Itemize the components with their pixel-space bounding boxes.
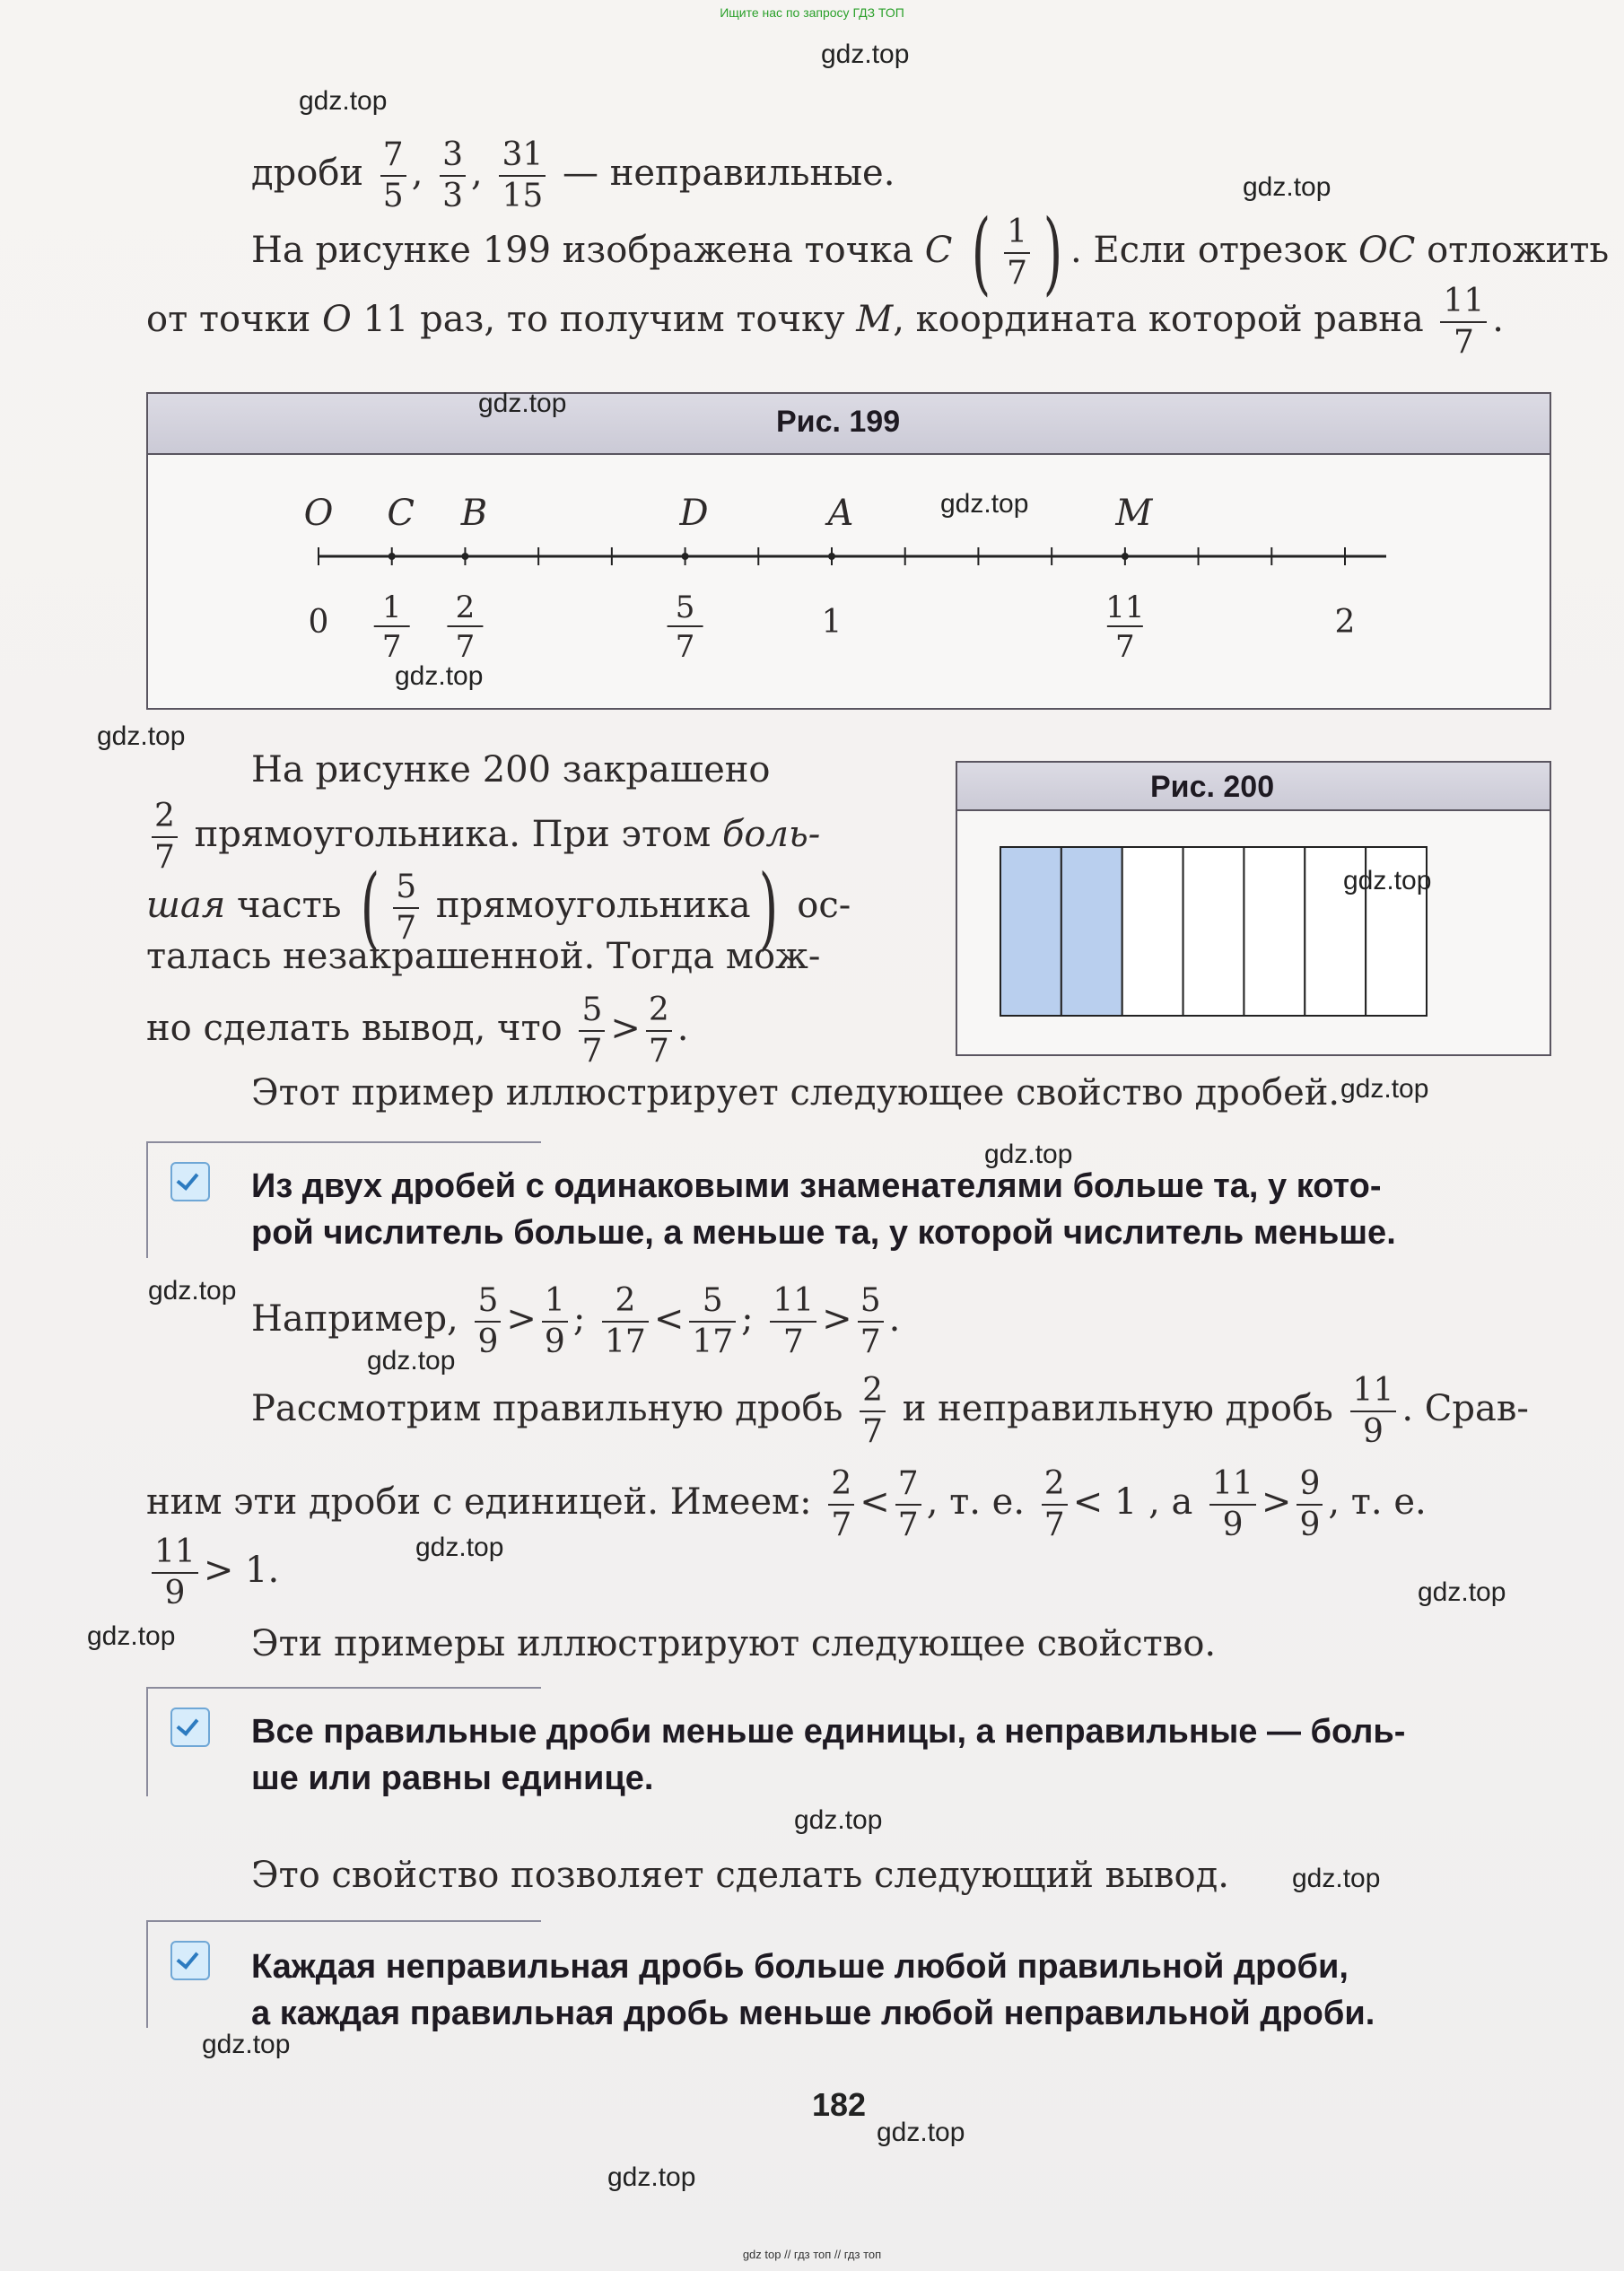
header-note: Ищите нас по запросу ГДЗ ТОП: [720, 5, 904, 20]
watermark: gdz.top: [1292, 1864, 1381, 1893]
coordinate-denominator: 7: [455, 629, 476, 665]
point-dot: [682, 553, 689, 560]
point-dot: [828, 553, 835, 560]
coordinate-denominator: 7: [675, 629, 695, 665]
watermark: gdz.top: [87, 1621, 176, 1651]
compare-line-1: Рассмотрим правильную дробь $\frac{2}{7}$ и неправильную дробь $\frac{11}{9}$ . Срав-: [251, 1372, 1529, 1450]
coordinate-denominator: 7: [381, 629, 402, 665]
point-label: A: [827, 493, 854, 534]
watermark: gdz.top: [148, 1276, 237, 1306]
figure-title: Рис. 199: [776, 405, 901, 439]
coordinate-label: 2: [1334, 604, 1356, 641]
shaded-part: [1061, 847, 1122, 1016]
watermark: gdz.top: [1340, 1074, 1429, 1104]
coordinate-numerator: 1: [381, 590, 402, 625]
watermark: gdz.top: [299, 86, 388, 116]
unshaded-part: [1122, 847, 1183, 1016]
fraction: $\frac{31}{15}$: [499, 139, 546, 213]
watermark: gdz.top: [395, 661, 484, 691]
rule-3: Каждая неправильная дробь больше любой правильной дроби, а каждая правильная дробь меньше любой неправильной дроби.: [251, 1948, 1375, 2032]
fraction: $\frac{3}{3}$: [440, 139, 466, 213]
text-line-conclusion: Это свойство позволяет сделать следующий вывод.: [251, 1855, 1229, 1896]
number-line: [148, 455, 1550, 706]
rectangle-diagram: [957, 811, 1550, 1053]
coordinate-label: 0: [308, 604, 329, 641]
check-icon: [170, 1941, 210, 1980]
fraction: $\frac{5}{7}$: [393, 871, 419, 945]
figure-199: [146, 392, 1551, 710]
coordinate-numerator: 11: [1105, 590, 1145, 625]
text-line-3: от точки O 11 раз, то получим точку M, координата которой равна $\frac{11}{7}$ .: [146, 283, 1505, 361]
point-dot: [389, 553, 396, 560]
point-dot: [461, 553, 468, 560]
text-line-p200-1: На рисунке 200 закрашено: [251, 749, 771, 790]
point-label: B: [460, 493, 488, 534]
watermark: gdz.top: [367, 1346, 456, 1376]
coordinate-label: 1: [821, 604, 843, 641]
point-label: C: [387, 493, 415, 534]
page-number: 182: [812, 2086, 867, 2123]
coordinate-denominator: 7: [1115, 629, 1135, 665]
fraction: $\frac{1}{7}$: [1004, 216, 1030, 290]
watermark: gdz.top: [984, 1140, 1073, 1169]
point-label: D: [679, 493, 709, 534]
point-label: M: [1115, 493, 1153, 534]
watermark: gdz.top: [415, 1533, 504, 1562]
watermark: gdz.top: [478, 389, 567, 418]
rule-1: Из двух дробей с одинаковыми знаменателями больше та, у кото- рой числитель больше, а меньше та, у которой числитель меньше.: [251, 1167, 1396, 1252]
text-line-1: дроби $\frac{7}{5}$ , $\frac{3}{3}$ , $\frac{31}{15}$ — неправильные.: [251, 136, 895, 214]
check-icon: [170, 1708, 210, 1747]
watermark: gdz.top: [97, 721, 186, 751]
watermark: gdz.top: [1418, 1577, 1506, 1607]
check-icon: [170, 1162, 210, 1201]
word: — неправильные.: [563, 153, 895, 194]
text-line-p200-2: $\frac{2}{7}$ прямоугольника. При этом боль-: [146, 800, 820, 874]
fraction: $\frac{5}{7}$: [579, 994, 605, 1068]
watermark: gdz.top: [821, 39, 910, 69]
fraction: $\frac{11}{7}$: [1440, 285, 1487, 359]
coordinate-numerator: 5: [675, 590, 695, 625]
text-line-p200-4: талась незакрашенной. Тогда мож-: [146, 936, 821, 977]
text-line-p200-3: шая часть ( $\frac{5}{7}$ прямоугольника) ос-: [146, 855, 851, 960]
fraction: $\frac{2}{7}$: [646, 994, 672, 1068]
text-line-illustrates: Этот пример иллюстрирует следующее свойство дробей.: [251, 1072, 1340, 1114]
rule-2: Все правильные дроби меньше единицы, а неправильные — боль- ше или равны единице.: [251, 1713, 1406, 1797]
fraction: $\frac{2}{7}$: [152, 800, 178, 874]
text-line-illustrates-2: Эти примеры иллюстрируют следующее свойство.: [251, 1623, 1217, 1664]
compare-line-2: ним эти дроби с единицей. Имеем: $\frac{2}{7}$ < $\frac{7}{7}$ , т. е. $\frac{2}{7}$ < 1 , а $\frac{11}{9}$ > $\frac{9}{9}$ , т. е.: [146, 1465, 1427, 1543]
watermark: gdz.top: [202, 2030, 291, 2059]
watermark: gdz.top: [1243, 172, 1332, 202]
unshaded-part: [1183, 847, 1244, 1016]
watermark: gdz.top: [794, 1805, 883, 1835]
footer-note: gdz top // гдз топ // гдз топ: [742, 2248, 882, 2261]
coordinate-numerator: 2: [455, 590, 476, 625]
text-line-p200-5: но сделать вывод, что $\frac{5}{7}$ > $\frac{2}{7}$ .: [146, 991, 689, 1070]
compare-line-3: $\frac{11}{9}$ > 1.: [146, 1536, 279, 1610]
fraction: $\frac{7}{5}$: [380, 139, 406, 213]
figure-200: [956, 761, 1551, 1056]
text-line-2: На рисунке 199 изображена точка C ( $\frac{1}{7}$ ) . Если отрезок OC отложить: [251, 200, 1610, 305]
point-dot: [1122, 553, 1129, 560]
examples-line: Например, $\frac{5}{9}$ > $\frac{1}{9}$ ; $\frac{2}{17}$ < $\frac{5}{17}$ ; $\frac{11}{7}$ > $\frac{5}{7}$ .: [251, 1282, 901, 1360]
word: дроби: [251, 153, 364, 194]
point-label: O: [303, 493, 334, 534]
watermark: gdz.top: [877, 2118, 965, 2147]
watermark: gdz.top: [607, 2162, 696, 2192]
watermark: gdz.top: [1343, 866, 1432, 895]
shaded-part: [1000, 847, 1061, 1016]
figure-title: Рис. 200: [1150, 770, 1275, 804]
watermark: gdz.top: [940, 489, 1029, 519]
unshaded-part: [1244, 847, 1305, 1016]
